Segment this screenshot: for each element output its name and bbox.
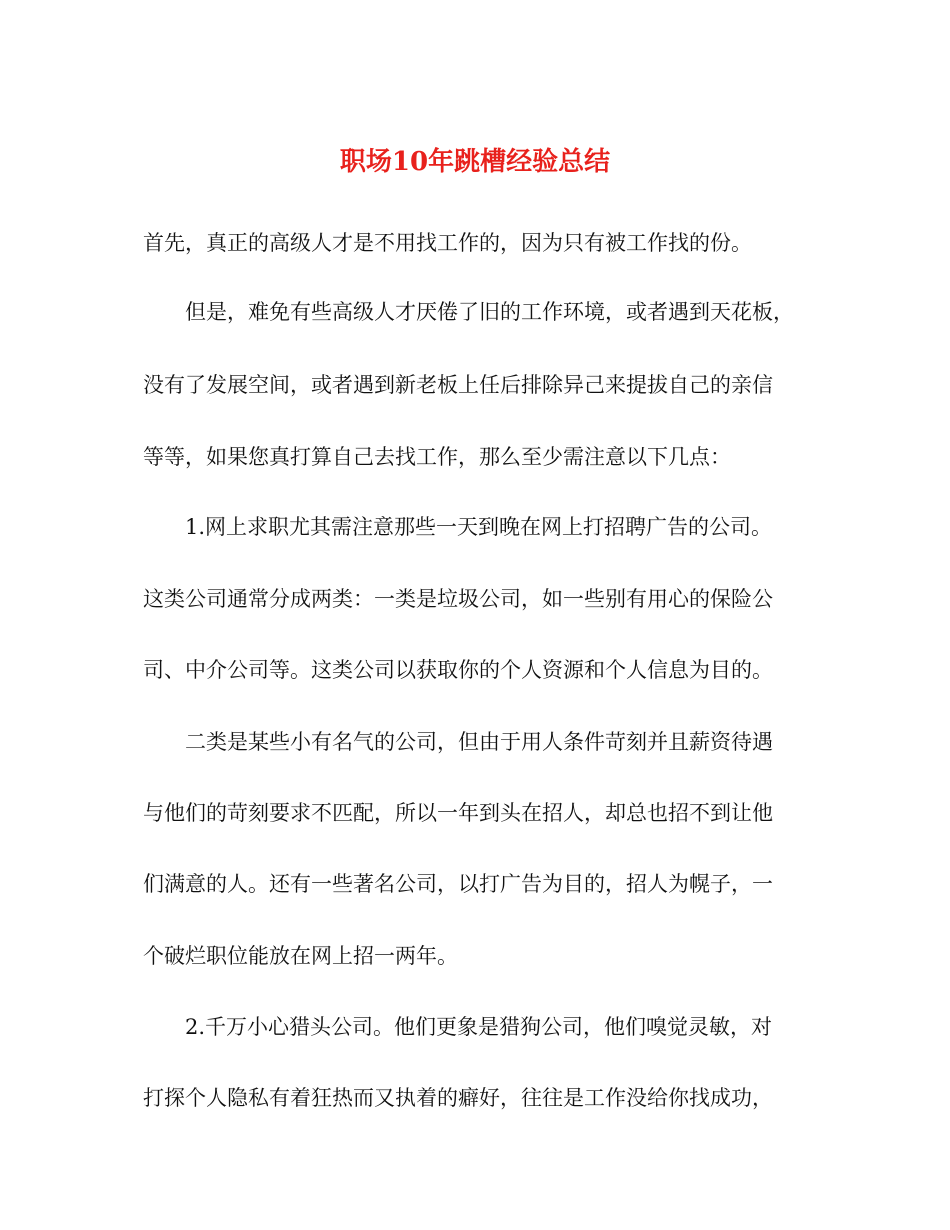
text-line: 司、中介公司等。这类公司以获取你的个人资源和个人信息为目的。: [143, 658, 773, 682]
text-line: 们满意的人。还有一些著名公司，以打广告为目的，招人为幌子，一: [143, 872, 773, 896]
text-line: 但是，难免有些高级人才厌倦了旧的工作环境，或者遇到天花板，: [185, 300, 794, 324]
text-line: 等等，如果您真打算自己去找工作，那么至少需注意以下几点：: [143, 445, 731, 469]
text-line: 1.网上求职尤其需注意那些一天到晚在网上打招聘广告的公司。: [185, 515, 773, 539]
text-line: 首先，真正的高级人才是不用找工作的，因为只有被工作找的份。: [143, 231, 752, 255]
text-line: 没有了发展空间，或者遇到新老板上任后排除异己来提拔自己的亲信: [143, 373, 773, 397]
text-line: 二类是某些小有名气的公司，但由于用人条件苛刻并且薪资待遇: [185, 730, 773, 754]
document-title: 职场10年跳槽经验总结: [339, 147, 611, 177]
text-line: 2.千万小心猎头公司。他们更象是猎狗公司，他们嗅觉灵敏，对: [185, 1015, 773, 1039]
text-line: 与他们的苛刻要求不匹配，所以一年到头在招人，却总也招不到让他: [143, 801, 773, 825]
text-line: 打探个人隐私有着狂热而又执着的癖好，往往是工作没给你找成功，: [143, 1086, 773, 1110]
text-line: 这类公司通常分成两类：一类是垃圾公司，如一些别有用心的保险公: [143, 587, 773, 611]
text-line: 个破烂职位能放在网上招一两年。: [143, 944, 458, 968]
